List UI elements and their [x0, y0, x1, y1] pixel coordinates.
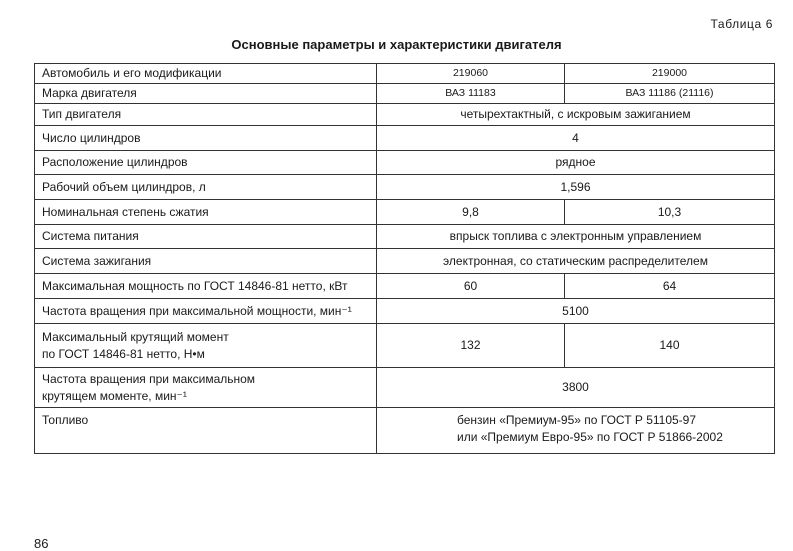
- cell-value: впрыск топлива с электронным управлением: [377, 225, 775, 249]
- page-number: 86: [34, 536, 49, 551]
- table-row: [35, 126, 775, 151]
- engine-parameters-table: [34, 63, 775, 454]
- row-label: Максимальная мощность по ГОСТ 14846-81 нетто, кВт: [35, 274, 377, 299]
- row-label: Автомобиль и его модификации: [35, 64, 377, 84]
- table-row: [35, 200, 775, 225]
- table-row: [35, 274, 775, 299]
- fuel-line: или «Премиум Евро-95» по ГОСТ Р 51866-2002: [457, 430, 723, 444]
- row-label-line: по ГОСТ 14846-81 нетто, Н•м: [42, 346, 205, 361]
- cell-value: 132: [377, 324, 565, 368]
- row-label: Номинальная степень сжатия: [35, 200, 377, 225]
- table-row: [35, 408, 775, 454]
- row-label: Частота вращения при максимальной мощности, мин⁻¹: [35, 299, 377, 324]
- cell-value: 4: [377, 126, 775, 151]
- table-row: [35, 175, 775, 200]
- table-row: [35, 151, 775, 175]
- table-row: [35, 324, 775, 368]
- cell-value: четырехтактный, с искровым зажиганием: [377, 104, 775, 126]
- table-row: [35, 249, 775, 274]
- row-label: Расположение цилиндров: [35, 151, 377, 175]
- table-row: [35, 225, 775, 249]
- row-label: [35, 324, 377, 368]
- cell-value: 60: [377, 274, 565, 299]
- table-row: [35, 64, 775, 84]
- cell-value: 5100: [377, 299, 775, 324]
- row-label-line: Частота вращения при максимальном: [42, 371, 256, 386]
- row-label-line: Максимальный крутящий момент: [42, 329, 229, 344]
- row-label: Марка двигателя: [35, 84, 377, 104]
- table-row: [35, 299, 775, 324]
- row-label-line: крутящем моменте, мин⁻¹: [42, 388, 187, 403]
- row-label: Система зажигания: [35, 249, 377, 274]
- row-label: Рабочий объем цилиндров, л: [35, 175, 377, 200]
- table-row: [35, 368, 775, 408]
- cell-value: 219060: [377, 64, 565, 84]
- row-label: [35, 368, 377, 408]
- page-title: Основные параметры и характеристики двигателя: [231, 37, 562, 52]
- cell-value: 219000: [565, 64, 775, 84]
- row-label: Система питания: [35, 225, 377, 249]
- cell-value: 1,596: [377, 175, 775, 200]
- fuel-line: бензин «Премиум-95» по ГОСТ Р 51105-97: [457, 413, 697, 427]
- cell-value: [377, 408, 775, 454]
- cell-value: ВАЗ 11186 (21116): [565, 84, 775, 104]
- cell-value: 10,3: [565, 200, 775, 225]
- row-label: Топливо: [35, 408, 377, 454]
- cell-value: 140: [565, 324, 775, 368]
- table-number-label: Таблица 6: [710, 17, 773, 31]
- table-row: [35, 84, 775, 104]
- cell-value: 64: [565, 274, 775, 299]
- row-label: Число цилиндров: [35, 126, 377, 151]
- cell-value: рядное: [377, 151, 775, 175]
- table-row: [35, 104, 775, 126]
- cell-value: электронная, со статическим распределителем: [377, 249, 775, 274]
- cell-value: ВАЗ 11183: [377, 84, 565, 104]
- cell-value: 9,8: [377, 200, 565, 225]
- row-label: Тип двигателя: [35, 104, 377, 126]
- cell-value: 3800: [377, 368, 775, 408]
